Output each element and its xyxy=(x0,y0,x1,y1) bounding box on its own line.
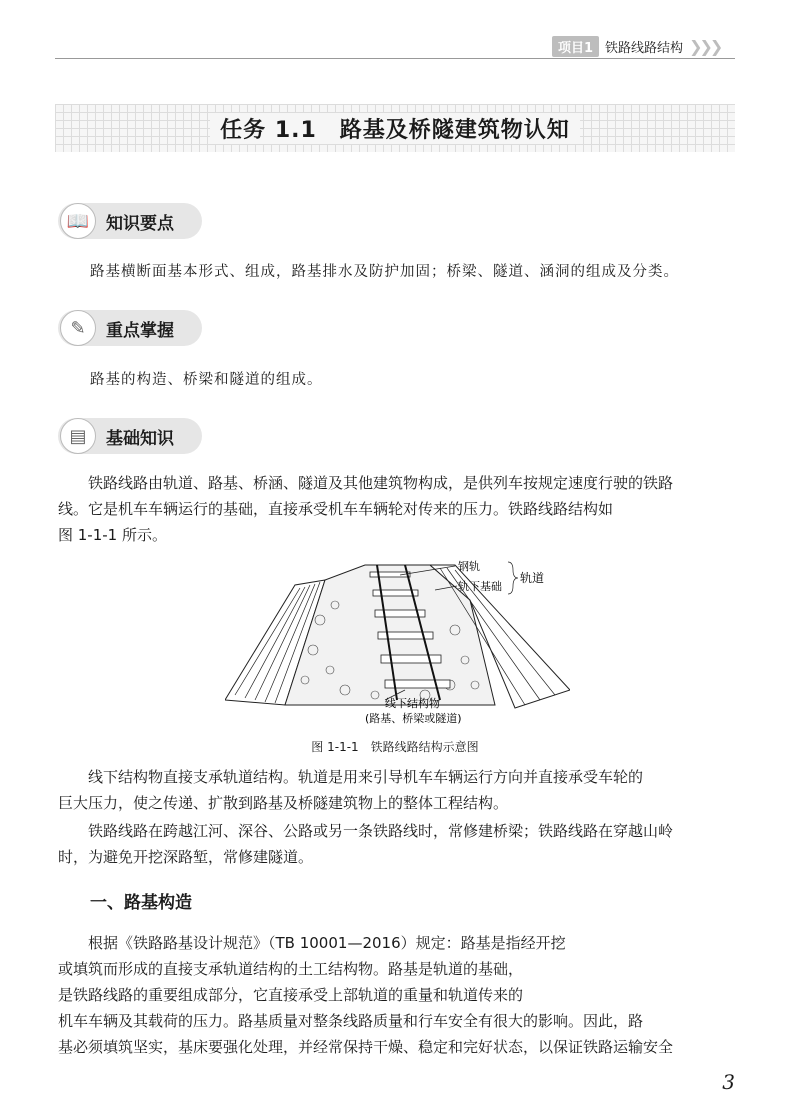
section-knowledge-points xyxy=(58,203,202,239)
text-line: 或填筑而形成的直接支承轨道结构的土工结构物。路基是轨道的基础， xyxy=(58,960,524,978)
page-number: 3 xyxy=(722,1070,735,1094)
book-icon: 📖 xyxy=(60,203,96,239)
chevrons-icon: ❯❯❯ xyxy=(689,36,721,56)
header-rule xyxy=(55,58,735,59)
task-title-band xyxy=(55,104,735,152)
paragraph-bridges-tunnels xyxy=(58,818,738,870)
project-badge: 项目1 xyxy=(552,36,599,57)
section-basic-knowledge xyxy=(58,418,202,454)
text-line: 根据《铁路路基设计规范》（TB 10001—2016）规定：路基是指经开挖 xyxy=(88,934,566,952)
section-label: 重点掌握 xyxy=(106,320,174,341)
text-line: 基必须填筑坚实，基床要强化处理，并经常保持干燥、稳定和完好状态，以保证铁路运输安全 xyxy=(58,1038,674,1056)
section-heading-subgrade: 一、路基构造 xyxy=(90,893,192,913)
label-track: 轨道 xyxy=(520,571,545,585)
paragraph-intro xyxy=(58,470,738,548)
text-line: 巨大压力，使之传递、扩散到路基及桥隧建筑物上的整体工程结构。 xyxy=(58,794,509,812)
label-rail: 钢轨 xyxy=(458,560,480,573)
key-mastery-text: 路基的构造、桥梁和隧道的组成。 xyxy=(90,372,323,388)
label-understructure-types: (路基、桥梁或隧道) xyxy=(365,712,462,725)
section-label: 知识要点 xyxy=(106,213,174,234)
running-header xyxy=(552,36,720,56)
joystick-icon: ✎ xyxy=(60,310,96,346)
paragraph-subgrade xyxy=(58,930,738,1060)
label-understructure: 线下结构物 xyxy=(385,697,440,710)
chapter-title: 铁路线路结构 xyxy=(605,40,684,56)
figure-caption: 图 1-1-1 铁路线路结构示意图 xyxy=(311,740,479,754)
knowledge-points-text: 路基横断面基本形式、组成，路基排水及防护加固；桥梁、隧道、涵洞的组成及分类。 xyxy=(90,264,679,280)
text-line: 时，为避免开挖深路堑，常修建隧道。 xyxy=(58,848,314,866)
task-title: 任务 1.1 路基及桥隧建筑物认知 xyxy=(210,113,580,144)
section-key-mastery xyxy=(58,310,202,346)
text-line: 图 1-1-1 所示。 xyxy=(58,526,167,544)
text-line: 线下结构物直接支承轨道结构。轨道是用来引导机车车辆运行方向并直接承受车轮的 xyxy=(88,768,644,786)
paragraph-understructure xyxy=(58,764,738,816)
books-icon: ▤ xyxy=(60,418,96,454)
text-line: 机车车辆及其载荷的压力。路基质量对整条线路质量和行车安全有很大的影响。因此，路 xyxy=(58,1012,644,1030)
section-label: 基础知识 xyxy=(106,428,174,449)
text-line: 是铁路线路的重要组成部分，它直接承受上部轨道的重量和轨道传来的 xyxy=(58,986,524,1004)
railway-structure-figure xyxy=(225,560,570,735)
label-sub-foundation: 轨下基础 xyxy=(458,580,502,593)
text-line: 铁路线路由轨道、路基、桥涵、隧道及其他建筑物构成，是供列车按规定速度行驶的铁路 xyxy=(88,474,674,492)
text-line: 铁路线路在跨越江河、深谷、公路或另一条铁路线时，常修建桥梁；铁路线路在穿越山岭 xyxy=(88,822,674,840)
text-line: 线。它是机车车辆运行的基础，直接承受机车车辆轮对传来的压力。铁路线路结构如 xyxy=(58,500,614,518)
